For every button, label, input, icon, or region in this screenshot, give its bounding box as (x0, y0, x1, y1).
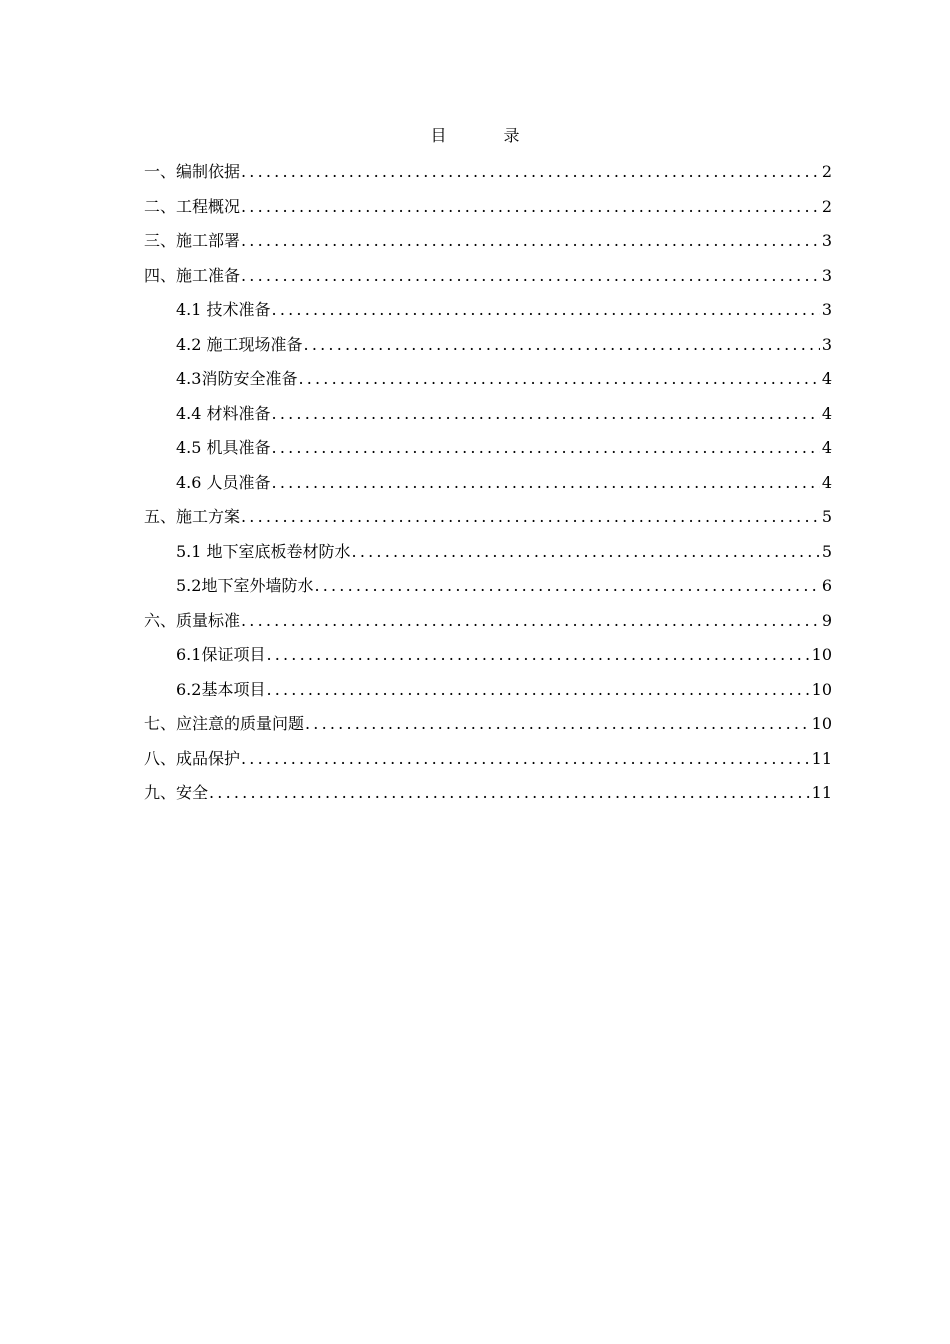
toc-entry-label: 三、施工部署 (144, 231, 241, 250)
toc-leader-dots (209, 776, 810, 811)
toc-entry[interactable] (144, 776, 832, 811)
toc-entry-page-number: 5 (821, 507, 832, 526)
toc-entry[interactable] (144, 328, 832, 363)
toc-entry-page-number: 3 (821, 334, 832, 354)
toc-entry-page-number: 10 (811, 714, 832, 733)
toc-entry[interactable] (144, 500, 832, 535)
toc-entry-label: 5.2地下室外墙防水 (176, 576, 314, 595)
toc-entry[interactable] (144, 707, 832, 742)
toc-entry-page-number: 4 (821, 438, 832, 457)
toc-entry-page-number: 3 (821, 300, 832, 319)
toc-leader-dots (272, 466, 820, 501)
table-of-contents (144, 155, 832, 811)
toc-leader-dots (266, 638, 809, 673)
toc-entry[interactable] (144, 604, 832, 639)
toc-entry[interactable] (144, 155, 832, 190)
toc-leader-dots (241, 224, 820, 259)
toc-leader-dots (298, 362, 819, 397)
toc-entry[interactable] (144, 673, 832, 708)
toc-leader-dots (305, 707, 810, 742)
toc-entry-page-number: 10 (811, 645, 832, 664)
toc-entry[interactable] (144, 638, 832, 673)
toc-title-char-2: 录 (503, 126, 520, 145)
toc-entry-page-number: 10 (811, 679, 832, 699)
toc-entry-page-number: 4 (821, 472, 832, 492)
toc-entry[interactable] (144, 569, 832, 604)
toc-entry-page-number: 11 (811, 783, 832, 802)
toc-entry-label: 八、成品保护 (144, 748, 241, 768)
toc-title-char-1: 目 (430, 126, 447, 145)
toc-entry-label: 4.1 技术准备 (176, 300, 271, 319)
toc-entry-page-number: 3 (821, 231, 832, 250)
toc-entry-label: 6.1保证项目 (176, 645, 266, 664)
toc-entry-label: 二、工程概况 (144, 196, 241, 216)
toc-entry[interactable] (144, 293, 832, 328)
toc-entry-label: 九、安全 (144, 783, 209, 802)
toc-leader-dots (266, 673, 809, 708)
toc-leader-dots (241, 500, 820, 535)
toc-leader-dots (241, 604, 820, 639)
toc-leader-dots (272, 431, 820, 466)
toc-entry-label: 四、施工准备 (144, 265, 241, 285)
toc-leader-dots (272, 293, 820, 328)
toc-entry-label: 6.2基本项目 (176, 679, 266, 699)
toc-entry[interactable] (144, 362, 832, 397)
toc-entry-page-number: 9 (821, 610, 832, 630)
toc-entry-page-number: 2 (821, 196, 832, 216)
toc-leader-dots (304, 328, 820, 363)
toc-leader-dots (241, 259, 820, 294)
toc-entry-label: 七、应注意的质量问题 (144, 714, 305, 733)
toc-leader-dots (352, 535, 820, 570)
toc-entry-page-number: 2 (821, 162, 832, 181)
toc-entry-page-number: 11 (811, 748, 832, 768)
toc-entry-page-number: 4 (821, 369, 832, 388)
toc-entry[interactable] (144, 259, 832, 294)
toc-entry-label: 4.3消防安全准备 (176, 369, 298, 388)
toc-entry-label: 4.4 材料准备 (176, 403, 271, 423)
toc-leader-dots (241, 742, 810, 777)
toc-entry[interactable] (144, 397, 832, 432)
toc-entry-page-number: 3 (821, 265, 832, 285)
toc-entry[interactable] (144, 224, 832, 259)
toc-entry-label: 5.1 地下室底板卷材防水 (176, 541, 351, 561)
toc-entry[interactable] (144, 535, 832, 570)
toc-entry-page-number: 5 (821, 541, 832, 561)
toc-entry-label: 五、施工方案 (144, 507, 241, 526)
toc-entry-label: 一、编制依据 (144, 162, 241, 181)
toc-leader-dots (314, 569, 819, 604)
toc-entry-page-number: 6 (821, 576, 832, 595)
toc-entry-label: 六、质量标准 (144, 610, 241, 630)
toc-entry[interactable] (144, 190, 832, 225)
toc-leader-dots (241, 190, 820, 225)
toc-entry-label: 4.6 人员准备 (176, 472, 271, 492)
toc-leader-dots (241, 155, 820, 190)
toc-leader-dots (272, 397, 820, 432)
toc-entry[interactable] (144, 466, 832, 501)
toc-entry[interactable] (144, 431, 832, 466)
toc-entry[interactable] (144, 742, 832, 777)
toc-entry-page-number: 4 (821, 403, 832, 423)
toc-entry-label: 4.5 机具准备 (176, 438, 271, 457)
toc-title (0, 126, 950, 146)
toc-entry-label: 4.2 施工现场准备 (176, 334, 303, 354)
